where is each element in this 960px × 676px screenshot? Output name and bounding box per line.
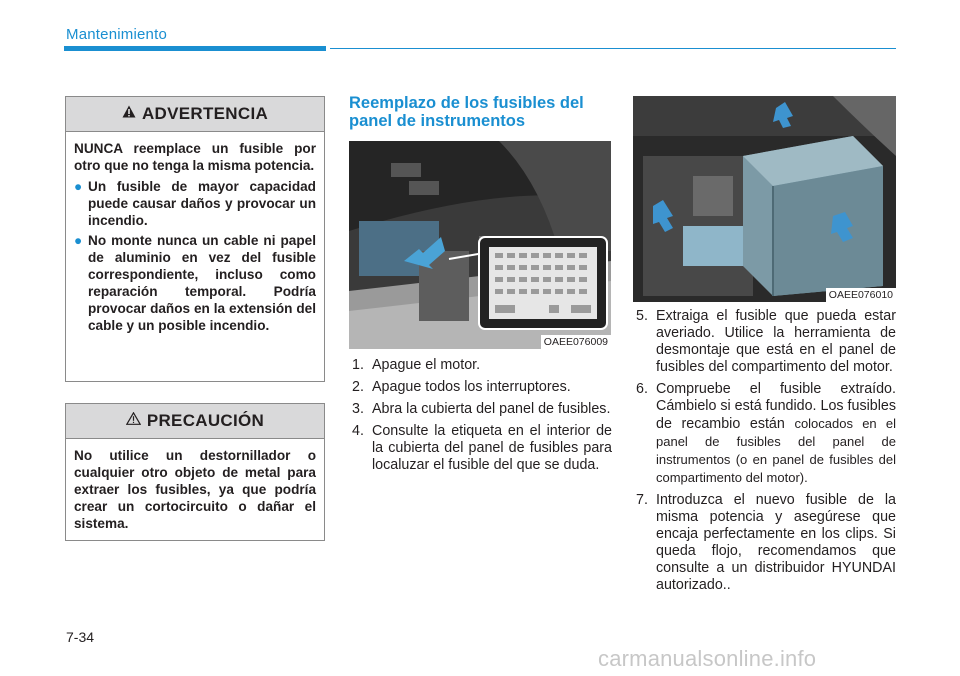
step-number: 6. [636,381,648,397]
step-item [352,379,612,396]
steps-list [352,357,612,479]
step-number: 7. [636,492,648,508]
warning-bullet-text: No monte nunca un cable ni papel de aluminio en vez del fusible correspondiente, incluso como reparación temporal. Podría provocar daños en la extensión del cable y un posible incendio. [88,233,316,333]
warning-bullet [74,178,316,229]
bullet-dot-icon: ● [74,179,83,194]
warning-title: ADVERTENCIA [141,104,269,123]
warning-bullet [74,232,316,334]
step-text: Consulte la etiqueta en el interior de la cubierta del panel de fusibles para localuzar el fusible del que se duda. [372,423,612,473]
dashboard-fuse-panel-figure [349,141,611,349]
step-item [352,401,612,418]
step-text-part: Compruebe el fusible extraído. Cámbielo si está fundido. Los fusibles de recambio están [656,381,897,432]
steps-list [636,308,896,599]
page-number: 7-34 [66,629,95,645]
step-number: 5. [636,308,648,324]
caution-header [66,404,324,439]
step-item [352,423,612,474]
step-item [636,492,896,594]
warning-bullet-text: Un fusible de mayor capacidad puede causar daños y provocar un incendio. [88,179,316,228]
step-item [636,308,896,376]
warning-triangle-icon [122,105,136,123]
engine-illustration [633,96,896,302]
warning-box [65,96,325,382]
step-number: 3. [352,401,364,417]
step-number: 2. [352,379,364,395]
dashboard-illustration [349,141,611,349]
figure-code: OAEE076009 [541,335,611,349]
warning-header [66,97,324,132]
step-item [352,357,612,374]
procedure-heading: Reemplazo de los fusibles del panel de instrumentos [349,94,584,130]
figure-code: OAEE076010 [826,288,896,302]
step-text: Apague el motor. [372,357,481,373]
step-number: 1. [352,357,364,373]
caution-triangle-icon [126,412,141,430]
step-text [656,381,896,487]
caution-title: PRECAUCIÓN [146,411,265,430]
step-number: 4. [352,423,364,439]
warning-intro: NUNCA reemplace un fusible por otro que no tenga la misma potencia. [74,141,316,173]
engine-fuse-box-figure [633,96,896,302]
bullet-dot-icon: ● [74,233,83,248]
step-item [636,381,896,487]
watermark: carmanualsonline.info [598,646,817,671]
section-title: Mantenimiento [66,26,167,43]
header-rule-thick [64,46,326,51]
step-text: Apague todos los interruptores. [372,379,571,395]
step-text: Abra la cubierta del panel de fusibles. [372,401,611,417]
header-rule-thin [330,48,896,49]
caution-box [65,403,325,541]
step-text: Introduzca el nuevo fusible de la misma potencia y asegúrese que encaja perfectamente en los clips. Si queda flojo, recomendamos que consulte a un distribuidor HYUNDAI autorizado.. [656,492,896,593]
step-text-part: colocados en el panel de fusibles del panel de instrumentos (o en panel de fusibles del compartimento del motor). [656,416,896,485]
caution-text: No utilice un destornillador o cualquier otro objeto de metal para extraer los fusibles, ya que podría crear un cortocircuito o dañar el sistema. [74,448,316,531]
step-text: Extraiga el fusible que pueda estar averiado. Utilice la herramienta de desmontaje que está en el panel de fusibles del compartimento del motor. [656,308,896,375]
